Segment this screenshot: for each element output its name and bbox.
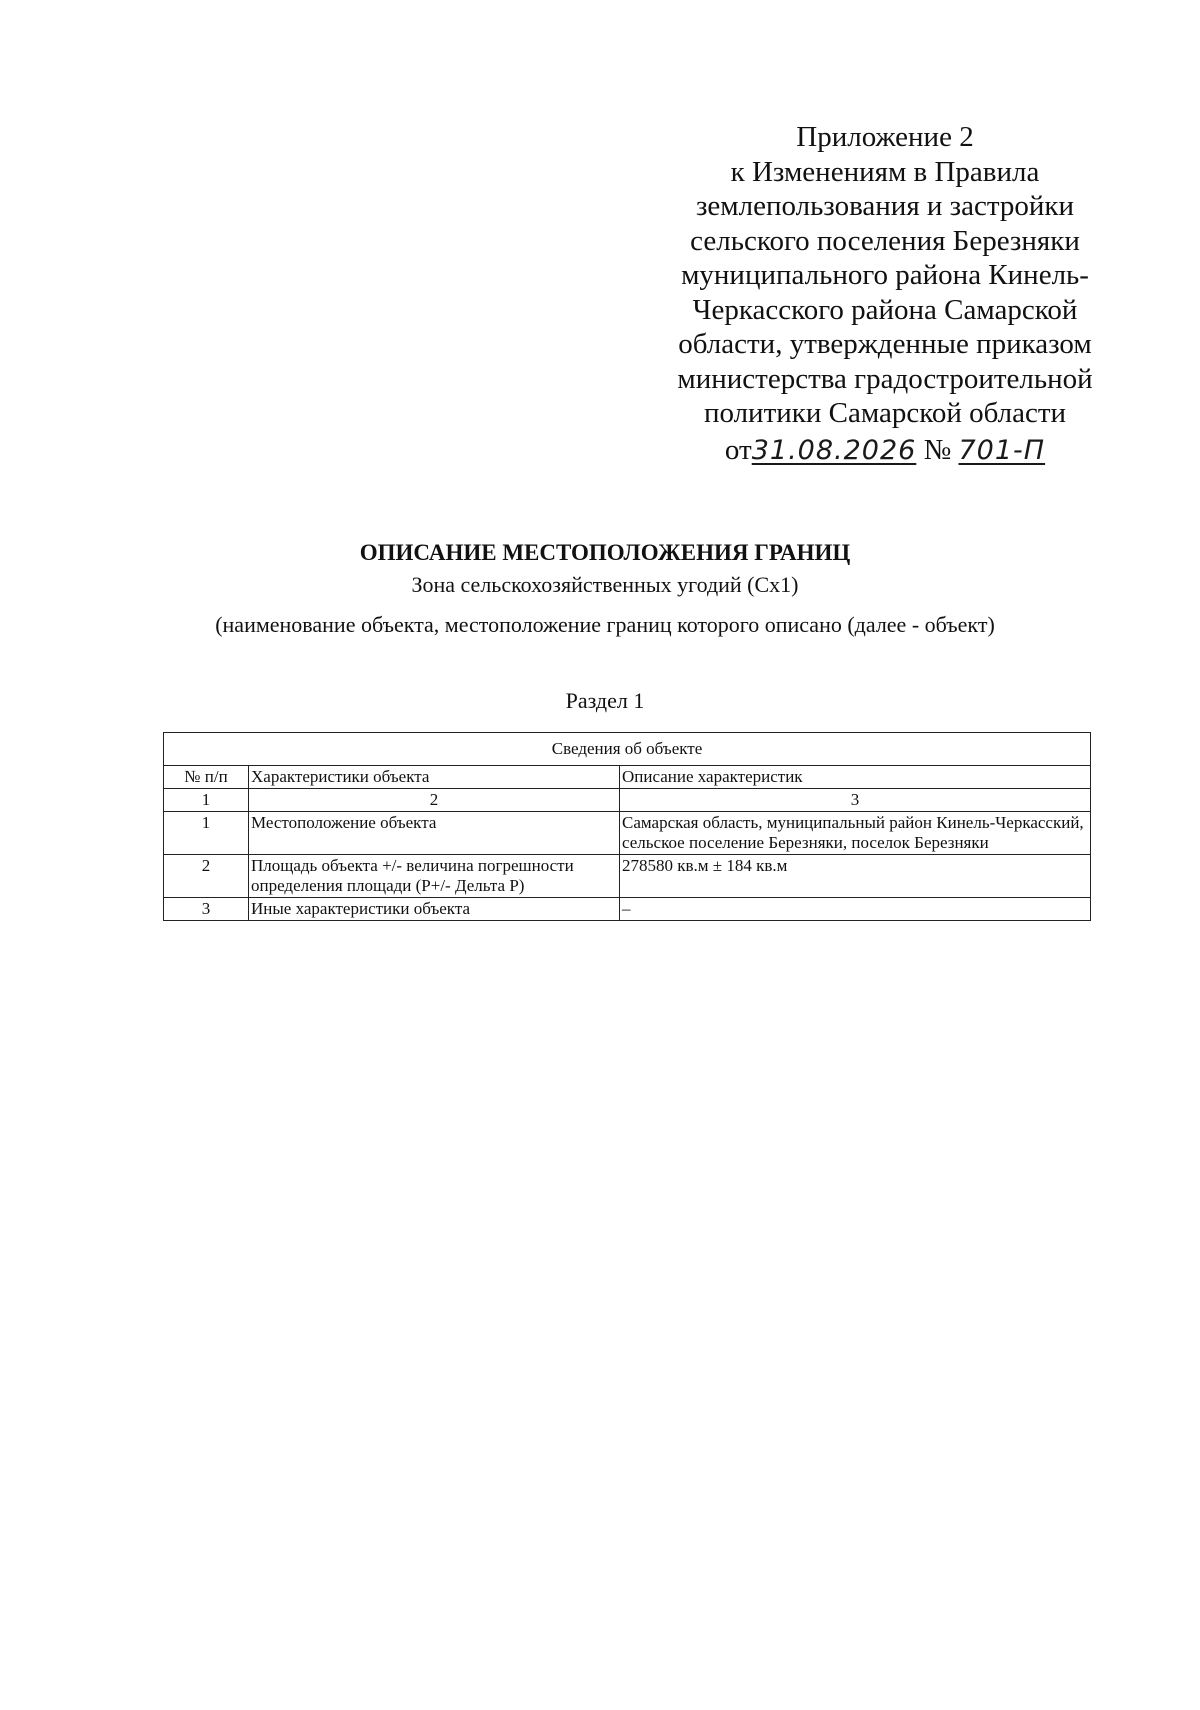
row-characteristic: Иные характеристики объекта bbox=[249, 898, 620, 921]
handwritten-date: 31.08.2026 bbox=[751, 434, 917, 466]
date-prefix: от bbox=[724, 433, 752, 466]
table-caption: Сведения об объекте bbox=[164, 733, 1091, 766]
appendix-line: муниципального района Кинель- bbox=[681, 259, 1089, 291]
appendix-line: Черкасского района Самарской bbox=[692, 293, 1078, 326]
appendix-line: области, утвержденные приказом bbox=[678, 328, 1092, 360]
number-prefix: № bbox=[923, 433, 952, 466]
appendix-line: Приложение 2 bbox=[796, 121, 974, 153]
header-characteristic: Характеристики объекта bbox=[249, 766, 620, 789]
section-title: Раздел 1 bbox=[565, 688, 645, 713]
row-description: Самарская область, муниципальный район Кинель-Черкасский, сельское поселение Березняки, поселок Березняки bbox=[620, 812, 1091, 855]
appendix-line: землепользования и застройки bbox=[695, 190, 1075, 222]
column-number: 1 bbox=[164, 789, 249, 812]
row-characteristic: Местоположение объекта bbox=[249, 812, 620, 855]
object-name-caption: (наименование объекта, местоположение границ которого описано (далее - объект) bbox=[215, 612, 995, 637]
appendix-line: к Изменениям в Правила bbox=[730, 155, 1040, 188]
appendix-line: сельского поселения Березняки bbox=[690, 224, 1080, 257]
table-row bbox=[164, 855, 1091, 898]
row-number: 1 bbox=[164, 812, 249, 855]
row-number: 2 bbox=[164, 855, 249, 898]
column-number: 3 bbox=[620, 789, 1091, 812]
document-title: ОПИСАНИЕ МЕСТОПОЛОЖЕНИЯ ГРАНИЦ bbox=[359, 540, 851, 565]
appendix-line: министерства градостроительной bbox=[677, 362, 1093, 395]
table-row bbox=[164, 812, 1091, 855]
column-numbers-row bbox=[164, 789, 1091, 812]
table-header-row bbox=[164, 766, 1091, 789]
appendix-block bbox=[650, 120, 1120, 468]
object-name: Зона сельскохозяйственных угодий (Сх1) bbox=[411, 572, 799, 597]
appendix-line: политики Самарской области bbox=[703, 397, 1067, 429]
row-characteristic: Площадь объекта +/- величина погрешности определения площади (Р+/- Дельта Р) bbox=[249, 855, 620, 898]
table-caption-row bbox=[164, 733, 1091, 766]
handwritten-number: 701-П bbox=[958, 434, 1046, 466]
header-number: № п/п bbox=[164, 766, 249, 789]
column-number: 2 bbox=[249, 789, 620, 812]
object-info-table bbox=[163, 732, 1091, 921]
table-row bbox=[164, 898, 1091, 921]
row-number: 3 bbox=[164, 898, 249, 921]
header-description: Описание характеристик bbox=[620, 766, 1091, 789]
row-description: – bbox=[620, 898, 1091, 921]
order-date-number bbox=[650, 433, 1120, 469]
row-description: 278580 кв.м ± 184 кв.м bbox=[620, 855, 1091, 898]
